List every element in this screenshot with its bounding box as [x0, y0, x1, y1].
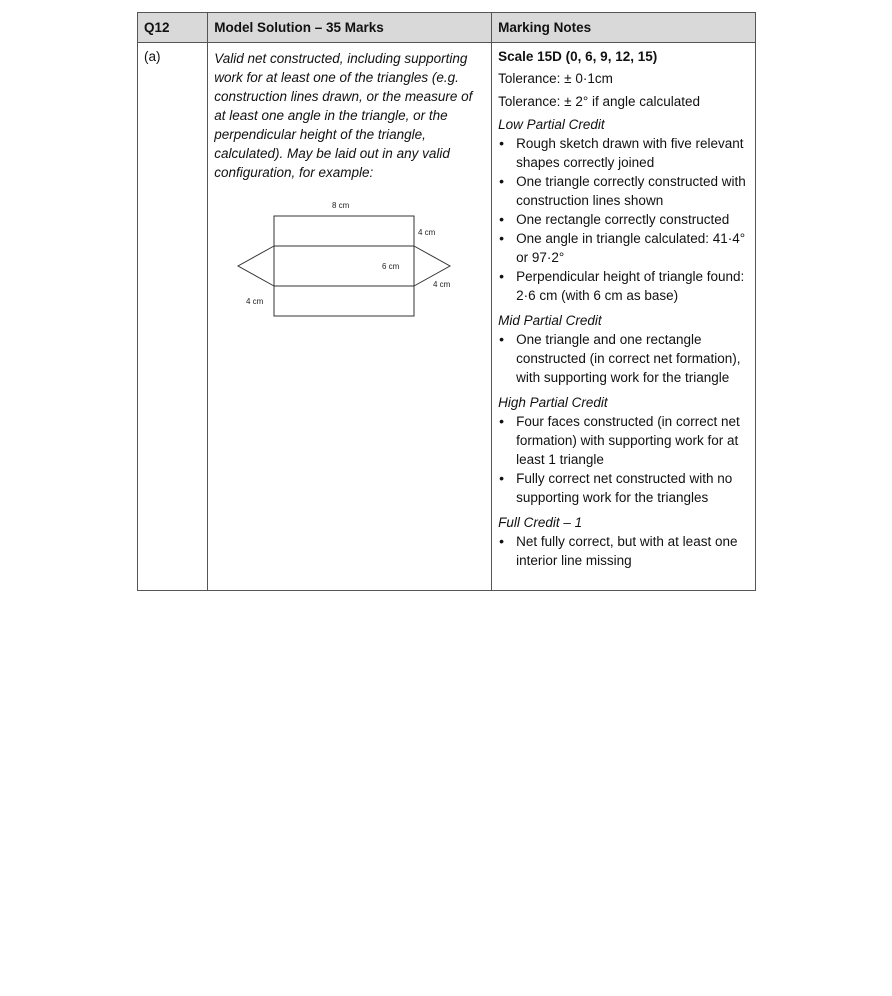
row-part-a	[138, 43, 756, 591]
list-item: • One angle in triangle calculated: 41·4° or 97·2°	[516, 229, 749, 267]
tolerance-angle: Tolerance: ± 2° if angle calculated	[498, 94, 701, 109]
label-4cm-rect: 4 cm	[418, 228, 436, 237]
list-item: • One triangle correctly constructed with construction lines shown	[516, 172, 749, 210]
solution-text: Valid net constructed, including supporting work for at least one of the triangles (e.g. construction lines drawn, or the measure of at least one angle in the triangle, or the perpendicular height of the triangle, calculated). May be laid out in any valid configuration, for example:	[214, 51, 473, 180]
marking-notes-cell	[492, 43, 756, 591]
net-diagram	[232, 198, 485, 333]
header-model-solution: Model Solution – 35 Marks	[208, 13, 492, 43]
net-left-triangle	[238, 246, 274, 286]
list-item: • Perpendicular height of triangle found: 2·6 cm (with 6 cm as base)	[516, 267, 749, 305]
marking-scheme-table	[137, 12, 756, 591]
label-4cm-triangle: 4 cm	[433, 280, 451, 289]
prism-net-svg	[232, 198, 462, 328]
header-marking-notes: Marking Notes	[492, 13, 756, 43]
solution-cell	[208, 43, 492, 591]
full-credit-title: Full Credit – 1	[498, 515, 583, 530]
label-6cm: 6 cm	[382, 262, 400, 271]
list-item: • Four faces constructed (in correct net formation) with supporting work for at least 1 triangle	[516, 412, 749, 469]
tolerance-cm: Tolerance: ± 0·1cm	[498, 71, 613, 86]
list-item: • Fully correct net constructed with no supporting work for the triangles	[516, 469, 749, 507]
mid-credit-list	[498, 330, 749, 387]
full-credit-list	[498, 532, 749, 570]
header-row	[138, 13, 756, 43]
scale-line: Scale 15D (0, 6, 9, 12, 15)	[498, 49, 658, 64]
part-label: (a)	[138, 43, 208, 591]
list-item: • Rough sketch drawn with five relevant shapes correctly joined	[516, 134, 749, 172]
label-8cm: 8 cm	[332, 201, 350, 210]
list-item: • One rectangle correctly constructed	[516, 210, 749, 229]
list-item: • Net fully correct, but with at least one interior line missing	[516, 532, 749, 570]
high-credit-title: High Partial Credit	[498, 395, 608, 410]
label-4cm-bottom: 4 cm	[246, 297, 264, 306]
high-credit-list	[498, 412, 749, 507]
header-question: Q12	[138, 13, 208, 43]
mid-credit-title: Mid Partial Credit	[498, 313, 602, 328]
low-credit-list	[498, 134, 749, 305]
low-credit-title: Low Partial Credit	[498, 117, 605, 132]
list-item: • One triangle and one rectangle constructed (in correct net formation), with supporting work for the triangle	[516, 330, 749, 387]
